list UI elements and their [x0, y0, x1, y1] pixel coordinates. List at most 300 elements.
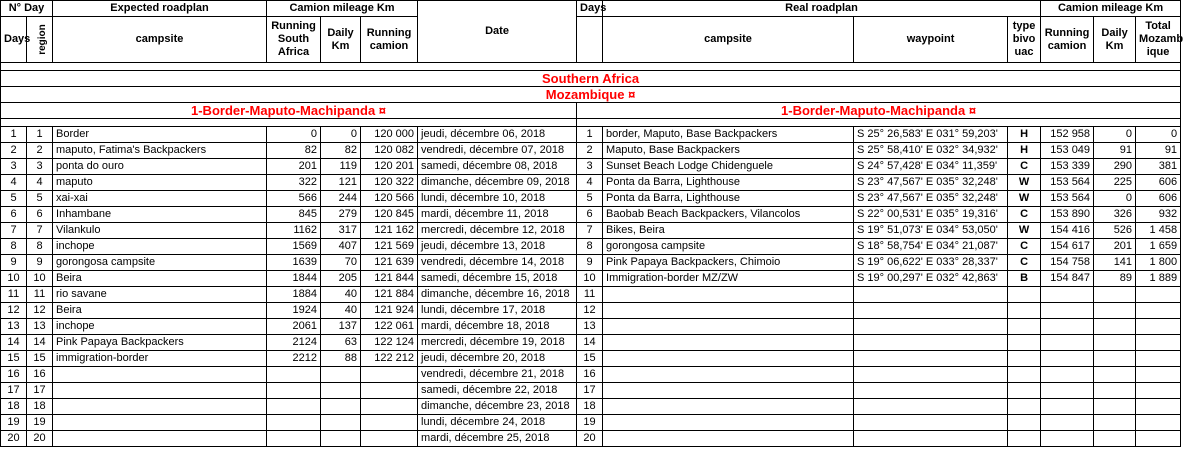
cell-running-camion-real[interactable]: 153 564 — [1041, 191, 1094, 207]
cell-daily-km-expected[interactable]: 205 — [321, 271, 361, 287]
cell-total-mozambique[interactable]: 606 — [1136, 175, 1181, 191]
cell-day-real[interactable]: 5 — [577, 191, 603, 207]
cell-waypoint[interactable] — [854, 351, 1008, 367]
cell-daily-km-real[interactable]: 91 — [1094, 143, 1136, 159]
real-stage-title[interactable]: 1-Border-Maputo-Machipanda ¤ — [577, 103, 1181, 119]
cell-day[interactable]: 7 — [1, 223, 27, 239]
cell-running-camion-expected[interactable]: 122 061 — [361, 319, 418, 335]
cell-day[interactable]: 14 — [1, 335, 27, 351]
cell-campsite-real[interactable]: Immigration-border MZ/ZW — [603, 271, 854, 287]
cell-running-camion-real[interactable]: 152 958 — [1041, 127, 1094, 143]
cell-running-south-africa[interactable]: 2212 — [267, 351, 321, 367]
cell-waypoint[interactable] — [854, 383, 1008, 399]
cell-date[interactable]: mardi, décembre 25, 2018 — [418, 431, 577, 447]
cell-running-south-africa[interactable]: 1162 — [267, 223, 321, 239]
cell-daily-km-real[interactable]: 141 — [1094, 255, 1136, 271]
cell-type-bivouac[interactable]: C — [1008, 255, 1041, 271]
cell-type-bivouac[interactable] — [1008, 367, 1041, 383]
cell-waypoint[interactable] — [854, 303, 1008, 319]
cell-day[interactable]: 20 — [1, 431, 27, 447]
cell-type-bivouac[interactable] — [1008, 383, 1041, 399]
cell-campsite-real[interactable]: Sunset Beach Lodge Chidenguele — [603, 159, 854, 175]
cell-campsite-real[interactable] — [603, 367, 854, 383]
cell-total-mozambique[interactable] — [1136, 319, 1181, 335]
cell-total-mozambique[interactable] — [1136, 367, 1181, 383]
cell-running-south-africa[interactable]: 845 — [267, 207, 321, 223]
cell-region[interactable]: 19 — [27, 415, 53, 431]
cell-campsite-expected[interactable]: inchope — [53, 319, 267, 335]
cell-region[interactable]: 3 — [27, 159, 53, 175]
cell-campsite-real[interactable] — [603, 303, 854, 319]
cell-waypoint[interactable] — [854, 399, 1008, 415]
header-waypoint[interactable]: waypoint — [854, 17, 1008, 63]
cell-type-bivouac[interactable]: C — [1008, 239, 1041, 255]
cell-region[interactable]: 12 — [27, 303, 53, 319]
cell-running-camion-expected[interactable]: 120 322 — [361, 175, 418, 191]
cell-region[interactable]: 7 — [27, 223, 53, 239]
cell-waypoint[interactable]: S 22° 00,531' E 035° 19,316' — [854, 207, 1008, 223]
cell-running-camion-real[interactable]: 153 564 — [1041, 175, 1094, 191]
cell-region[interactable]: 8 — [27, 239, 53, 255]
cell-running-camion-expected[interactable]: 121 884 — [361, 287, 418, 303]
cell-campsite-expected[interactable]: Inhambane — [53, 207, 267, 223]
cell-total-mozambique[interactable]: 606 — [1136, 191, 1181, 207]
cell-day[interactable]: 4 — [1, 175, 27, 191]
cell-date[interactable]: dimanche, décembre 23, 2018 — [418, 399, 577, 415]
cell-region[interactable]: 4 — [27, 175, 53, 191]
cell-campsite-real[interactable]: Ponta da Barra, Lighthouse — [603, 175, 854, 191]
cell-total-mozambique[interactable]: 1 800 — [1136, 255, 1181, 271]
cell-waypoint[interactable] — [854, 287, 1008, 303]
cell-daily-km-expected[interactable]: 40 — [321, 303, 361, 319]
cell-daily-km-expected[interactable] — [321, 367, 361, 383]
cell-date[interactable]: samedi, décembre 22, 2018 — [418, 383, 577, 399]
cell-daily-km-expected[interactable] — [321, 415, 361, 431]
cell-campsite-real[interactable] — [603, 351, 854, 367]
cell-campsite-expected[interactable]: inchope — [53, 239, 267, 255]
cell-day-real[interactable]: 10 — [577, 271, 603, 287]
cell-total-mozambique[interactable] — [1136, 351, 1181, 367]
cell-waypoint[interactable]: S 19° 00,297' E 032° 42,863' — [854, 271, 1008, 287]
cell-date[interactable]: vendredi, décembre 14, 2018 — [418, 255, 577, 271]
cell-type-bivouac[interactable] — [1008, 431, 1041, 447]
cell-daily-km-expected[interactable]: 63 — [321, 335, 361, 351]
cell-running-camion-real[interactable]: 154 617 — [1041, 239, 1094, 255]
cell-campsite-real[interactable] — [603, 431, 854, 447]
cell-campsite-real[interactable] — [603, 287, 854, 303]
cell-daily-km-real[interactable]: 225 — [1094, 175, 1136, 191]
cell-region[interactable]: 14 — [27, 335, 53, 351]
cell-campsite-expected[interactable]: maputo — [53, 175, 267, 191]
cell-day-real[interactable]: 13 — [577, 319, 603, 335]
cell-campsite-real[interactable] — [603, 335, 854, 351]
cell-day[interactable]: 2 — [1, 143, 27, 159]
cell-running-camion-expected[interactable] — [361, 415, 418, 431]
cell-day-real[interactable]: 14 — [577, 335, 603, 351]
cell-type-bivouac[interactable] — [1008, 399, 1041, 415]
cell-region[interactable]: 11 — [27, 287, 53, 303]
cell-day[interactable]: 5 — [1, 191, 27, 207]
cell-running-camion-expected[interactable] — [361, 367, 418, 383]
cell-daily-km-real[interactable] — [1094, 367, 1136, 383]
cell-region[interactable]: 1 — [27, 127, 53, 143]
cell-region[interactable]: 9 — [27, 255, 53, 271]
cell-type-bivouac[interactable]: W — [1008, 175, 1041, 191]
cell-daily-km-real[interactable]: 290 — [1094, 159, 1136, 175]
cell-running-camion-real[interactable]: 154 416 — [1041, 223, 1094, 239]
cell-total-mozambique[interactable]: 0 — [1136, 127, 1181, 143]
cell-region[interactable]: 16 — [27, 367, 53, 383]
cell-day[interactable]: 17 — [1, 383, 27, 399]
cell-day[interactable]: 16 — [1, 367, 27, 383]
cell-date[interactable]: jeudi, décembre 20, 2018 — [418, 351, 577, 367]
cell-daily-km-real[interactable] — [1094, 351, 1136, 367]
cell-campsite-expected[interactable]: immigration-border — [53, 351, 267, 367]
cell-running-camion-real[interactable]: 153 339 — [1041, 159, 1094, 175]
cell-running-south-africa[interactable] — [267, 399, 321, 415]
cell-day-real[interactable]: 17 — [577, 383, 603, 399]
cell-day-real[interactable]: 3 — [577, 159, 603, 175]
cell-daily-km-real[interactable] — [1094, 303, 1136, 319]
cell-running-south-africa[interactable]: 1569 — [267, 239, 321, 255]
cell-campsite-expected[interactable] — [53, 383, 267, 399]
header-type-bivouac[interactable]: type bivo uac — [1008, 17, 1041, 63]
header-expected-roadplan[interactable]: Expected roadplan — [53, 1, 267, 17]
cell-running-south-africa[interactable]: 1844 — [267, 271, 321, 287]
cell-running-south-africa[interactable]: 2061 — [267, 319, 321, 335]
cell-daily-km-real[interactable]: 201 — [1094, 239, 1136, 255]
cell-running-south-africa[interactable]: 322 — [267, 175, 321, 191]
cell-running-camion-real[interactable] — [1041, 415, 1094, 431]
cell-running-camion-real[interactable]: 154 758 — [1041, 255, 1094, 271]
cell-waypoint[interactable]: S 19° 51,073' E 034° 53,050' — [854, 223, 1008, 239]
cell-day-real[interactable]: 2 — [577, 143, 603, 159]
header-real-roadplan[interactable]: Real roadplan — [603, 1, 1041, 17]
cell-daily-km-expected[interactable] — [321, 383, 361, 399]
cell-daily-km-real[interactable] — [1094, 431, 1136, 447]
cell-waypoint[interactable] — [854, 319, 1008, 335]
cell-running-south-africa[interactable]: 201 — [267, 159, 321, 175]
cell-region[interactable]: 15 — [27, 351, 53, 367]
header-campsite-expected[interactable]: campsite — [53, 17, 267, 63]
cell-date[interactable]: mardi, décembre 18, 2018 — [418, 319, 577, 335]
cell-campsite-expected[interactable] — [53, 431, 267, 447]
cell-running-camion-real[interactable] — [1041, 287, 1094, 303]
cell-day-real[interactable]: 4 — [577, 175, 603, 191]
cell-type-bivouac[interactable]: H — [1008, 127, 1041, 143]
cell-running-south-africa[interactable]: 1639 — [267, 255, 321, 271]
cell-daily-km-expected[interactable]: 121 — [321, 175, 361, 191]
cell-date[interactable]: jeudi, décembre 06, 2018 — [418, 127, 577, 143]
cell-running-south-africa[interactable]: 1924 — [267, 303, 321, 319]
cell-running-camion-real[interactable] — [1041, 335, 1094, 351]
cell-campsite-real[interactable] — [603, 319, 854, 335]
cell-daily-km-expected[interactable] — [321, 431, 361, 447]
cell-day[interactable]: 3 — [1, 159, 27, 175]
cell-date[interactable]: samedi, décembre 15, 2018 — [418, 271, 577, 287]
header-days[interactable]: Days — [1, 17, 27, 63]
cell-campsite-expected[interactable] — [53, 415, 267, 431]
cell-campsite-expected[interactable]: Beira — [53, 271, 267, 287]
header-total-mozambique[interactable]: Total Mozamb ique — [1136, 17, 1181, 63]
cell-running-south-africa[interactable]: 1884 — [267, 287, 321, 303]
cell-campsite-real[interactable] — [603, 415, 854, 431]
cell-date[interactable]: mercredi, décembre 12, 2018 — [418, 223, 577, 239]
cell-campsite-expected[interactable]: xai-xai — [53, 191, 267, 207]
cell-running-camion-expected[interactable]: 120 845 — [361, 207, 418, 223]
cell-day[interactable]: 13 — [1, 319, 27, 335]
cell-running-south-africa[interactable] — [267, 415, 321, 431]
cell-campsite-expected[interactable]: Pink Papaya Backpackers — [53, 335, 267, 351]
cell-region[interactable]: 18 — [27, 399, 53, 415]
cell-running-camion-real[interactable] — [1041, 319, 1094, 335]
cell-running-camion-expected[interactable]: 121 639 — [361, 255, 418, 271]
cell-running-camion-real[interactable]: 154 847 — [1041, 271, 1094, 287]
cell-type-bivouac[interactable] — [1008, 351, 1041, 367]
cell-date[interactable]: jeudi, décembre 13, 2018 — [418, 239, 577, 255]
cell-type-bivouac[interactable]: H — [1008, 143, 1041, 159]
cell-total-mozambique[interactable]: 1 458 — [1136, 223, 1181, 239]
cell-running-camion-expected[interactable]: 120 566 — [361, 191, 418, 207]
cell-waypoint[interactable]: S 19° 06,622' E 033° 28,337' — [854, 255, 1008, 271]
cell-daily-km-real[interactable]: 326 — [1094, 207, 1136, 223]
cell-day-real[interactable]: 9 — [577, 255, 603, 271]
cell-type-bivouac[interactable] — [1008, 335, 1041, 351]
cell-daily-km-expected[interactable]: 70 — [321, 255, 361, 271]
cell-type-bivouac[interactable] — [1008, 303, 1041, 319]
cell-running-south-africa[interactable] — [267, 431, 321, 447]
country-title[interactable]: Mozambique ¤ — [1, 87, 1181, 103]
cell-running-camion-real[interactable] — [1041, 399, 1094, 415]
cell-daily-km-real[interactable] — [1094, 335, 1136, 351]
cell-campsite-expected[interactable]: gorongosa campsite — [53, 255, 267, 271]
cell-running-camion-real[interactable] — [1041, 431, 1094, 447]
cell-waypoint[interactable] — [854, 367, 1008, 383]
cell-daily-km-expected[interactable]: 119 — [321, 159, 361, 175]
cell-daily-km-expected[interactable]: 40 — [321, 287, 361, 303]
cell-campsite-real[interactable]: Pink Papaya Backpackers, Chimoio — [603, 255, 854, 271]
cell-type-bivouac[interactable] — [1008, 287, 1041, 303]
cell-running-south-africa[interactable]: 82 — [267, 143, 321, 159]
cell-day[interactable]: 10 — [1, 271, 27, 287]
cell-running-camion-expected[interactable] — [361, 383, 418, 399]
header-daily-km-real[interactable]: Daily Km — [1094, 17, 1136, 63]
cell-campsite-expected[interactable]: maputo, Fatima's Backpackers — [53, 143, 267, 159]
cell-campsite-real[interactable]: Bikes, Beira — [603, 223, 854, 239]
cell-total-mozambique[interactable] — [1136, 335, 1181, 351]
expected-stage-title[interactable]: 1-Border-Maputo-Machipanda ¤ — [1, 103, 577, 119]
cell-daily-km-expected[interactable]: 0 — [321, 127, 361, 143]
cell-region[interactable]: 17 — [27, 383, 53, 399]
cell-campsite-expected[interactable]: Beira — [53, 303, 267, 319]
cell-waypoint[interactable]: S 25° 26,583' E 031° 59,203' — [854, 127, 1008, 143]
cell-total-mozambique[interactable] — [1136, 303, 1181, 319]
cell-total-mozambique[interactable] — [1136, 287, 1181, 303]
cell-date[interactable]: vendredi, décembre 07, 2018 — [418, 143, 577, 159]
cell-date[interactable]: vendredi, décembre 21, 2018 — [418, 367, 577, 383]
cell-date[interactable]: mercredi, décembre 19, 2018 — [418, 335, 577, 351]
cell-waypoint[interactable]: S 25° 58,410' E 032° 34,932' — [854, 143, 1008, 159]
cell-campsite-real[interactable] — [603, 383, 854, 399]
cell-daily-km-real[interactable]: 0 — [1094, 127, 1136, 143]
cell-daily-km-expected[interactable]: 88 — [321, 351, 361, 367]
cell-date[interactable]: samedi, décembre 08, 2018 — [418, 159, 577, 175]
header-num-day[interactable]: N° Day — [1, 1, 53, 17]
cell-day-real[interactable]: 1 — [577, 127, 603, 143]
cell-campsite-expected[interactable]: Vilankulo — [53, 223, 267, 239]
cell-region[interactable]: 20 — [27, 431, 53, 447]
cell-date[interactable]: dimanche, décembre 09, 2018 — [418, 175, 577, 191]
header-days-real[interactable]: Days — [577, 1, 603, 17]
cell-region[interactable]: 13 — [27, 319, 53, 335]
cell-campsite-expected[interactable]: ponta do ouro — [53, 159, 267, 175]
cell-campsite-real[interactable]: Ponta da Barra, Lighthouse — [603, 191, 854, 207]
cell-day[interactable]: 19 — [1, 415, 27, 431]
cell-day-real[interactable]: 11 — [577, 287, 603, 303]
header-days-real-blank[interactable] — [577, 17, 603, 63]
cell-running-camion-expected[interactable]: 120 201 — [361, 159, 418, 175]
cell-type-bivouac[interactable]: C — [1008, 207, 1041, 223]
cell-day-real[interactable]: 19 — [577, 415, 603, 431]
cell-total-mozambique[interactable] — [1136, 431, 1181, 447]
cell-waypoint[interactable]: S 18° 58,754' E 034° 21,087' — [854, 239, 1008, 255]
cell-running-south-africa[interactable]: 2124 — [267, 335, 321, 351]
cell-running-camion-real[interactable]: 153 890 — [1041, 207, 1094, 223]
header-campsite-real[interactable]: campsite — [603, 17, 854, 63]
cell-total-mozambique[interactable]: 381 — [1136, 159, 1181, 175]
cell-type-bivouac[interactable]: W — [1008, 191, 1041, 207]
cell-running-south-africa[interactable]: 0 — [267, 127, 321, 143]
cell-day[interactable]: 6 — [1, 207, 27, 223]
cell-total-mozambique[interactable]: 1 659 — [1136, 239, 1181, 255]
cell-campsite-real[interactable]: Baobab Beach Backpackers, Vilancolos — [603, 207, 854, 223]
cell-campsite-expected[interactable] — [53, 399, 267, 415]
cell-running-camion-expected[interactable] — [361, 431, 418, 447]
cell-running-camion-real[interactable]: 153 049 — [1041, 143, 1094, 159]
cell-day-real[interactable]: 12 — [577, 303, 603, 319]
cell-region[interactable]: 10 — [27, 271, 53, 287]
cell-running-camion-expected[interactable]: 120 082 — [361, 143, 418, 159]
cell-daily-km-expected[interactable] — [321, 399, 361, 415]
cell-waypoint[interactable] — [854, 415, 1008, 431]
cell-campsite-expected[interactable] — [53, 367, 267, 383]
cell-daily-km-expected[interactable]: 407 — [321, 239, 361, 255]
header-camion-mileage-expected[interactable]: Camion mileage Km — [267, 1, 418, 17]
cell-daily-km-expected[interactable]: 137 — [321, 319, 361, 335]
header-running-south-africa[interactable]: Running South Africa — [267, 17, 321, 63]
cell-running-south-africa[interactable] — [267, 367, 321, 383]
cell-date[interactable]: mardi, décembre 11, 2018 — [418, 207, 577, 223]
cell-type-bivouac[interactable]: C — [1008, 159, 1041, 175]
cell-type-bivouac[interactable] — [1008, 415, 1041, 431]
header-running-camion-real[interactable]: Running camion — [1041, 17, 1094, 63]
cell-type-bivouac[interactable]: W — [1008, 223, 1041, 239]
cell-running-south-africa[interactable] — [267, 383, 321, 399]
cell-daily-km-real[interactable] — [1094, 383, 1136, 399]
cell-waypoint[interactable] — [854, 431, 1008, 447]
cell-type-bivouac[interactable]: B — [1008, 271, 1041, 287]
cell-total-mozambique[interactable] — [1136, 415, 1181, 431]
cell-campsite-expected[interactable]: rio savane — [53, 287, 267, 303]
cell-daily-km-real[interactable]: 526 — [1094, 223, 1136, 239]
cell-region[interactable]: 6 — [27, 207, 53, 223]
header-daily-km-expected[interactable]: Daily Km — [321, 17, 361, 63]
cell-day-real[interactable]: 16 — [577, 367, 603, 383]
cell-day[interactable]: 18 — [1, 399, 27, 415]
header-date[interactable]: Date — [418, 1, 577, 63]
cell-running-camion-real[interactable] — [1041, 303, 1094, 319]
cell-type-bivouac[interactable] — [1008, 319, 1041, 335]
cell-region[interactable]: 5 — [27, 191, 53, 207]
cell-running-camion-expected[interactable]: 121 162 — [361, 223, 418, 239]
header-region[interactable] — [27, 17, 53, 63]
cell-waypoint[interactable]: S 23° 47,567' E 035° 32,248' — [854, 175, 1008, 191]
cell-running-camion-real[interactable] — [1041, 367, 1094, 383]
cell-day[interactable]: 11 — [1, 287, 27, 303]
cell-day-real[interactable]: 8 — [577, 239, 603, 255]
cell-daily-km-expected[interactable]: 244 — [321, 191, 361, 207]
cell-waypoint[interactable] — [854, 335, 1008, 351]
header-running-camion-expected[interactable]: Running camion — [361, 17, 418, 63]
cell-running-camion-expected[interactable]: 122 212 — [361, 351, 418, 367]
cell-daily-km-real[interactable]: 89 — [1094, 271, 1136, 287]
cell-day-real[interactable]: 6 — [577, 207, 603, 223]
cell-day-real[interactable]: 15 — [577, 351, 603, 367]
cell-campsite-expected[interactable]: Border — [53, 127, 267, 143]
cell-running-camion-expected[interactable]: 121 569 — [361, 239, 418, 255]
cell-day[interactable]: 15 — [1, 351, 27, 367]
cell-day-real[interactable]: 18 — [577, 399, 603, 415]
cell-running-camion-real[interactable] — [1041, 383, 1094, 399]
cell-day[interactable]: 12 — [1, 303, 27, 319]
cell-campsite-real[interactable]: border, Maputo, Base Backpackers — [603, 127, 854, 143]
cell-date[interactable]: lundi, décembre 17, 2018 — [418, 303, 577, 319]
continent-title[interactable]: Southern Africa — [1, 71, 1181, 87]
cell-total-mozambique[interactable]: 91 — [1136, 143, 1181, 159]
cell-waypoint[interactable]: S 23° 47,567' E 035° 32,248' — [854, 191, 1008, 207]
cell-running-camion-expected[interactable]: 121 844 — [361, 271, 418, 287]
cell-day-real[interactable]: 7 — [577, 223, 603, 239]
cell-date[interactable]: lundi, décembre 24, 2018 — [418, 415, 577, 431]
cell-daily-km-real[interactable] — [1094, 399, 1136, 415]
cell-region[interactable]: 2 — [27, 143, 53, 159]
cell-campsite-real[interactable]: gorongosa campsite — [603, 239, 854, 255]
cell-running-camion-expected[interactable]: 120 000 — [361, 127, 418, 143]
cell-running-camion-expected[interactable]: 121 924 — [361, 303, 418, 319]
cell-campsite-real[interactable]: Maputo, Base Backpackers — [603, 143, 854, 159]
header-camion-mileage-real[interactable]: Camion mileage Km — [1041, 1, 1181, 17]
cell-campsite-real[interactable] — [603, 399, 854, 415]
cell-day-real[interactable]: 20 — [577, 431, 603, 447]
cell-total-mozambique[interactable]: 932 — [1136, 207, 1181, 223]
cell-daily-km-real[interactable] — [1094, 319, 1136, 335]
cell-date[interactable]: dimanche, décembre 16, 2018 — [418, 287, 577, 303]
cell-day[interactable]: 8 — [1, 239, 27, 255]
cell-running-camion-expected[interactable]: 122 124 — [361, 335, 418, 351]
cell-daily-km-expected[interactable]: 279 — [321, 207, 361, 223]
cell-total-mozambique[interactable]: 1 889 — [1136, 271, 1181, 287]
cell-day[interactable]: 1 — [1, 127, 27, 143]
cell-running-camion-real[interactable] — [1041, 351, 1094, 367]
cell-daily-km-expected[interactable]: 82 — [321, 143, 361, 159]
cell-total-mozambique[interactable] — [1136, 399, 1181, 415]
cell-daily-km-real[interactable] — [1094, 287, 1136, 303]
cell-total-mozambique[interactable] — [1136, 383, 1181, 399]
cell-daily-km-expected[interactable]: 317 — [321, 223, 361, 239]
cell-daily-km-real[interactable] — [1094, 415, 1136, 431]
cell-date[interactable]: lundi, décembre 10, 2018 — [418, 191, 577, 207]
cell-running-south-africa[interactable]: 566 — [267, 191, 321, 207]
